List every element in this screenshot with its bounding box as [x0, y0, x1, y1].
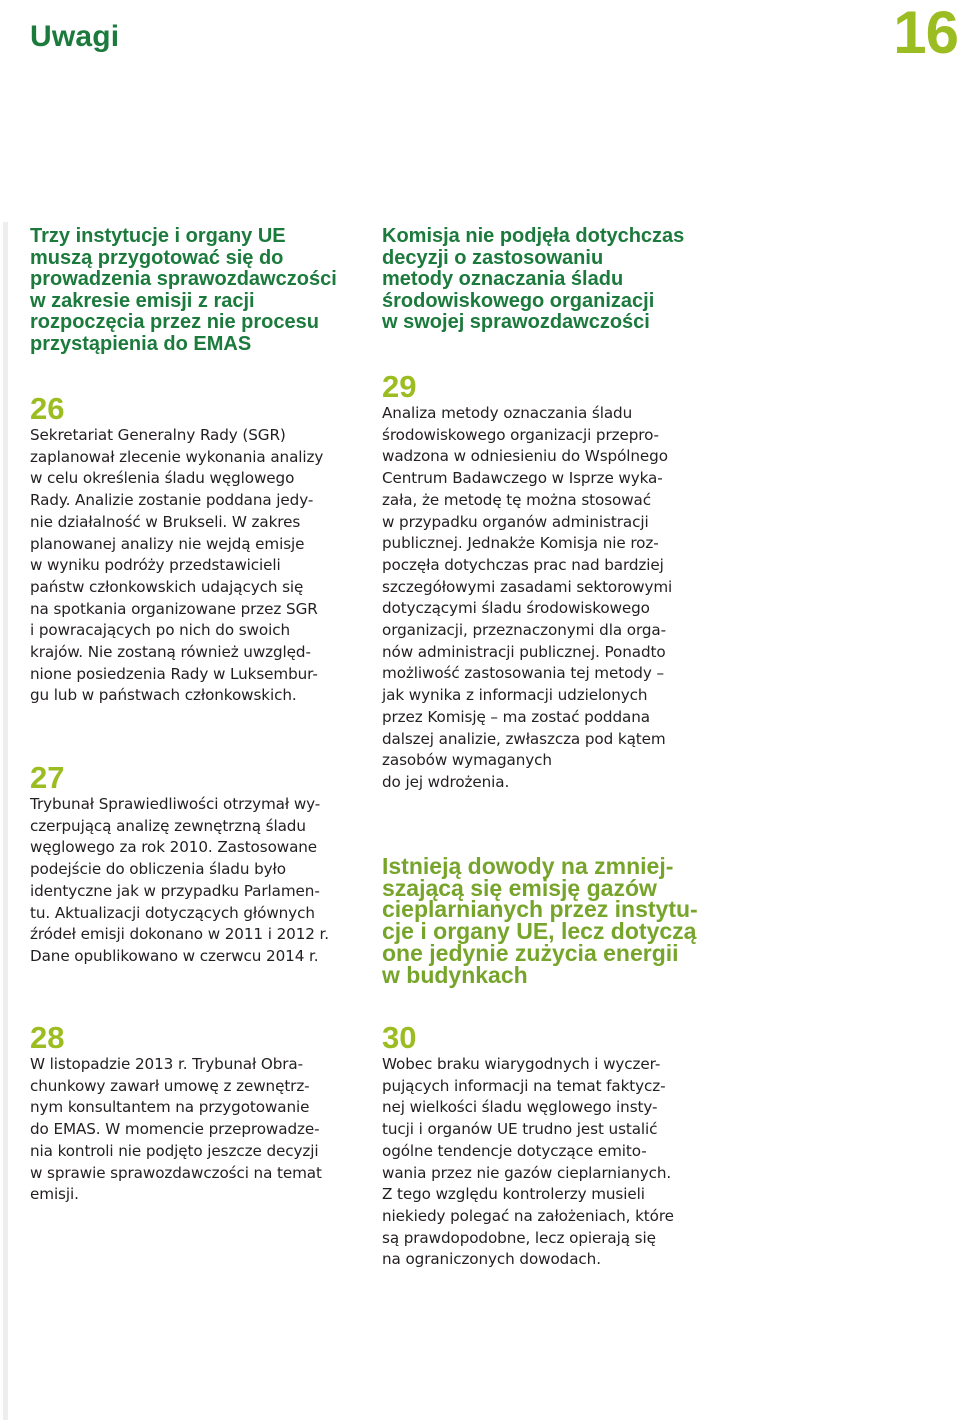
paragraph-number: 29 — [382, 369, 417, 404]
text-line: Centrum Badawczego w Isprze wyka- — [382, 469, 663, 488]
text-line: nione posiedzenia Rady w Luksembur- — [30, 664, 318, 683]
paragraph-text — [382, 403, 722, 794]
text-line: podejście do obliczenia śladu było — [30, 860, 286, 879]
side-rule — [3, 222, 8, 1420]
text-line: źródeł emisji dokonano w 2011 i 2012 r. — [30, 925, 330, 944]
text-line: tu. Aktualizacji dotyczących głównych — [30, 903, 315, 922]
text-line: czerpującą analizę zewnętrzną śladu — [30, 816, 306, 835]
text-line: w celu określenia śladu węglowego — [30, 469, 295, 488]
right-heading-1 — [382, 226, 722, 334]
paragraph-number: 28 — [30, 1020, 65, 1055]
text-line: chunkowy zawarł umowę z zewnętrz- — [30, 1076, 310, 1095]
text-line: Rady. Analizie zostanie poddana jedy- — [30, 491, 314, 510]
text-line: środowiskowego organizacji — [382, 289, 655, 312]
text-line: w budynkach — [382, 961, 528, 988]
text-line: Istnieją dowody na zmniej- — [382, 853, 674, 879]
right-heading-2-text — [382, 853, 722, 988]
text-line: pujących informacji na temat faktycz- — [382, 1076, 666, 1095]
paragraph-text — [30, 425, 366, 707]
text-line: w zakresie emisji z racji — [30, 289, 255, 312]
text-line: w swojej sprawozdawczości — [382, 311, 650, 334]
text-line: Sekretariat Generalny Rady (SGR) — [30, 426, 286, 444]
text-line: Komisja nie podjęła dotychczas — [382, 225, 685, 247]
text-line: prowadzenia sprawozdawczości — [30, 268, 337, 291]
page-number: 16 — [893, 0, 958, 66]
text-line: jak wynika z informacji udzielonych — [382, 686, 648, 705]
text-line: nym konsultantem na przygotowanie — [30, 1098, 310, 1117]
right-heading-1-text — [382, 226, 722, 334]
paragraph-number: 26 — [30, 391, 65, 426]
text-line: dotyczącymi śladu środowiskowego — [382, 599, 650, 618]
text-line: Dane opublikowano w czerwcu 2014 r. — [30, 946, 319, 965]
text-line: nie działalność w Brukseli. W zakres — [30, 512, 301, 531]
text-line: ogólne tendencje dotyczące emito- — [382, 1141, 647, 1160]
paragraph-29 — [382, 371, 722, 794]
text-line: wania przez nie gazów cieplarnianych. — [382, 1163, 672, 1182]
section-title: Uwagi — [30, 20, 120, 53]
text-line: decyzji o zastosowaniu — [382, 246, 604, 269]
text-line: są prawdopodobne, lecz opierają się — [382, 1228, 656, 1247]
text-line: zaplanował zlecenie wykonania analizy — [30, 447, 324, 466]
text-line: niekiedy polegać na założeniach, które — [382, 1206, 674, 1225]
text-line: nów administracji publicznej. Ponadto — [382, 642, 666, 661]
text-line: w sprawie sprawozdawczości na temat — [30, 1163, 322, 1182]
right-heading-2 — [382, 853, 722, 988]
text-line: rozpoczęcia przez nie procesu — [30, 311, 319, 334]
text-line: do jej wdrożenia. — [382, 772, 510, 791]
text-line: tucji i organów UE trudno jest ustalić — [382, 1120, 658, 1139]
text-line: Z tego względu kontrolerzy musieli — [382, 1185, 645, 1204]
text-line: poczęła dotychczas prac nad bardziej — [382, 555, 664, 574]
paragraph-number: 27 — [30, 760, 65, 795]
text-line: planowanej analizy nie wejdą emisje — [30, 534, 305, 553]
text-line: nia kontroli nie podjęto jeszcze decyzji — [30, 1141, 319, 1160]
paragraph-text — [30, 1054, 366, 1206]
text-line: W listopadzie 2013 r. Trybunał Obra- — [30, 1055, 304, 1073]
text-line: przez Komisję – ma zostać poddana — [382, 707, 650, 726]
paragraph-28 — [30, 1022, 366, 1206]
text-line: emisji. — [30, 1185, 79, 1204]
text-line: dalszej analizie, zwłaszcza pod kątem — [382, 729, 666, 748]
text-line: krajów. Nie zostaną również uwzględ- — [30, 643, 311, 662]
text-line: cje i organy UE, lecz dotyczą — [382, 918, 697, 945]
text-line: na ograniczonych dowodach. — [382, 1250, 601, 1269]
left-heading-text — [30, 226, 366, 356]
text-line: Analiza metody oznaczania śladu — [382, 404, 633, 422]
text-line: gu lub w państwach członkowskich. — [30, 686, 297, 705]
text-line: możliwość zastosowania tej metody – — [382, 664, 664, 683]
text-line: metody oznaczania śladu — [382, 268, 624, 291]
text-line: na spotkania organizowane przez SGR — [30, 599, 318, 618]
text-line: wadzona w odniesieniu do Wspólnego — [382, 447, 668, 466]
text-line: muszą przygotować się do — [30, 246, 284, 269]
text-line: organizacji, przeznaczonymi dla orga- — [382, 621, 666, 640]
paragraph-number: 30 — [382, 1020, 417, 1055]
text-line: w przypadku organów administracji — [382, 512, 649, 531]
text-line: nej wielkości śladu węglowego insty- — [382, 1098, 658, 1117]
text-line: zała, że metodę tę można stosować — [382, 490, 651, 509]
text-line: publicznej. Jednakże Komisja nie roz- — [382, 534, 659, 553]
text-line: zasobów wymaganych — [382, 751, 552, 770]
left-heading — [30, 226, 366, 356]
text-line: one jedynie zużycia energii — [382, 939, 679, 966]
text-line: szającą się emisję gazów — [382, 874, 657, 901]
paragraph-27 — [30, 762, 366, 968]
text-line: Wobec braku wiarygodnych i wyczer- — [382, 1055, 661, 1073]
text-line: państw członkowskich udających się — [30, 577, 304, 596]
text-line: w wyniku podróży przedstawicieli — [30, 556, 281, 575]
text-line: identyczne jak w przypadku Parlamen- — [30, 881, 320, 900]
text-line: Trzy instytucje i organy UE — [30, 225, 286, 247]
text-line: przystąpienia do EMAS — [30, 332, 252, 355]
text-line: środowiskowego organizacji przepro- — [382, 425, 659, 444]
paragraph-30 — [382, 1022, 722, 1271]
text-line: i powracających po nich do swoich — [30, 621, 290, 640]
text-line: cieplarnianych przez instytu- — [382, 896, 698, 923]
text-line: do EMAS. W momencie przeprowadze- — [30, 1120, 320, 1139]
paragraph-text — [382, 1054, 722, 1271]
paragraph-text — [30, 794, 366, 968]
text-line: szczegółowymi zasadami sektorowymi — [382, 577, 673, 596]
text-line: Trybunał Sprawiedliwości otrzymał wy- — [30, 795, 321, 813]
paragraph-26 — [30, 393, 366, 707]
text-line: węglowego za rok 2010. Zastosowane — [30, 838, 318, 857]
